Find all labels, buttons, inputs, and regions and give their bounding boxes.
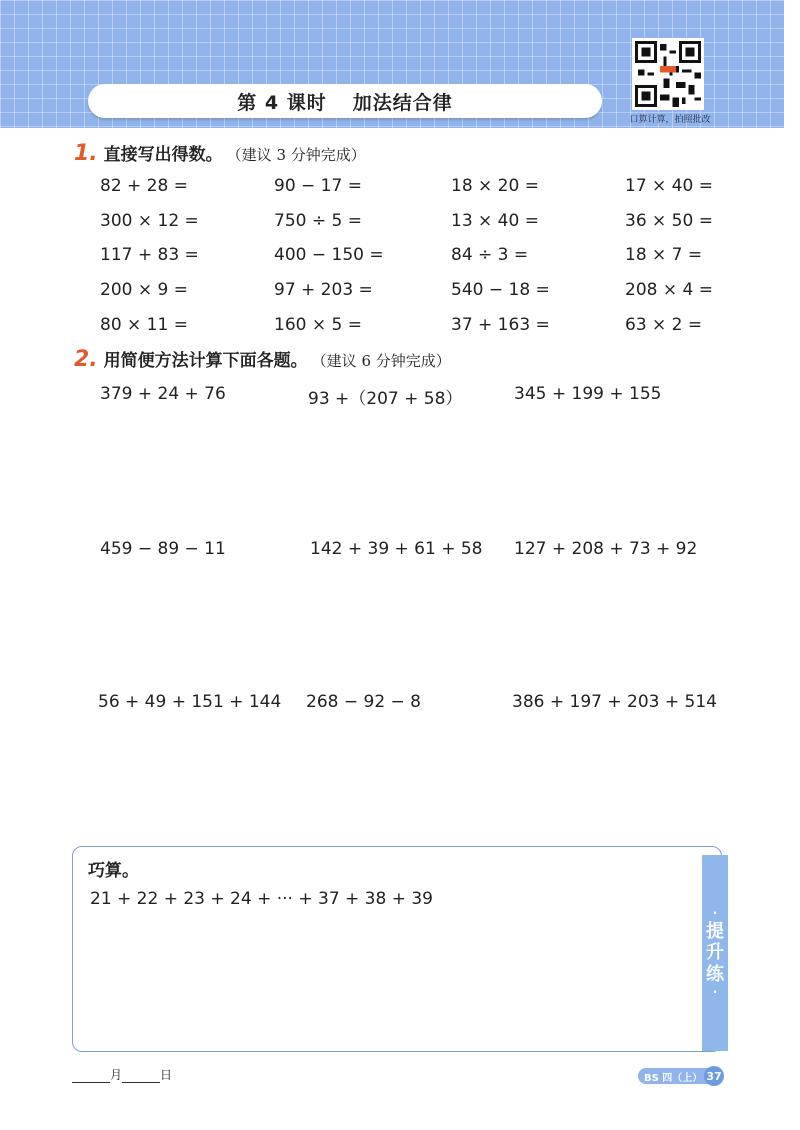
problem-cell: 80 × 11 = [100, 315, 188, 335]
problem-expression: 345 + 199 + 155 [514, 384, 662, 404]
section-1-number: 1. [74, 141, 98, 166]
problem-cell: 540 − 18 = [451, 280, 550, 300]
edition-badge: BS 四（上） [638, 1068, 708, 1084]
problem-cell: 18 × 20 = [451, 176, 539, 196]
problem-cell: 400 − 150 = [274, 245, 384, 265]
problem-expression: 127 + 208 + 73 + 92 [514, 539, 698, 559]
problem-expression: 93 +（207 + 58） [308, 389, 463, 409]
problem-cell: 300 × 12 = [100, 211, 199, 231]
problem-cell: 13 × 40 = [451, 211, 539, 231]
problem-cell: 200 × 9 = [100, 280, 188, 300]
side-tab-char: 练 [706, 963, 724, 985]
problem-cell: 37 + 163 = [451, 315, 550, 335]
problem-expression: 386 + 197 + 203 + 514 [512, 692, 717, 712]
section-2-number: 2. [74, 347, 98, 372]
month-label: 月 [110, 1068, 123, 1082]
problem-expression: 268 − 92 − 8 [306, 692, 421, 712]
section-2-hint: （建议 6 分钟完成） [311, 352, 451, 370]
qr-caption: 口算计算，拍照批改 [629, 115, 711, 125]
qr-code-icon[interactable] [632, 38, 704, 110]
side-tab-char: · [712, 906, 718, 921]
problem-cell: 36 × 50 = [625, 211, 713, 231]
problem-cell: 63 × 2 = [625, 315, 703, 335]
date-line [72, 1066, 172, 1083]
side-tab-char: 升 [706, 942, 724, 964]
problem-expression: 379 + 24 + 76 [100, 384, 226, 404]
page-number: 37 [704, 1066, 724, 1086]
problem-cell: 82 + 28 = [100, 176, 188, 196]
month-blank[interactable] [72, 1070, 110, 1083]
section-2-title [74, 346, 451, 372]
problem-cell: 17 × 40 = [625, 176, 713, 196]
problem-expression: 459 − 89 − 11 [100, 539, 226, 559]
challenge-expression: 21 + 22 + 23 + 24 + ··· + 37 + 38 + 39 [90, 889, 433, 909]
side-tab-char: · [712, 985, 718, 1000]
day-label: 日 [160, 1068, 173, 1082]
problem-cell: 97 + 203 = [274, 280, 373, 300]
problem-expression: 142 + 39 + 61 + 58 [310, 539, 483, 559]
lesson-title-bar [88, 84, 602, 118]
section-1-hint: （建议 3 分钟完成） [226, 146, 366, 164]
day-blank[interactable] [122, 1070, 160, 1083]
lesson-number: 第 4 课时 [237, 91, 327, 114]
section-2-heading: 用简便方法计算下面各题。 [103, 351, 308, 371]
side-tab-label [702, 855, 728, 1051]
problem-cell: 117 + 83 = [100, 245, 199, 265]
problem-cell: 84 ÷ 3 = [451, 245, 529, 265]
problem-cell: 208 × 4 = [625, 280, 713, 300]
problem-cell: 160 × 5 = [274, 315, 362, 335]
challenge-box [72, 846, 722, 1052]
lesson-topic: 加法结合律 [352, 91, 453, 114]
challenge-title: 巧算。 [88, 861, 139, 881]
side-tab-char: 提 [706, 920, 724, 942]
section-1-heading: 直接写出得数。 [103, 145, 223, 165]
section-1-title [74, 140, 366, 166]
problem-expression: 56 + 49 + 151 + 144 [98, 692, 282, 712]
problem-cell: 750 ÷ 5 = [274, 211, 362, 231]
problem-cell: 90 − 17 = [274, 176, 362, 196]
problem-cell: 18 × 7 = [625, 245, 703, 265]
